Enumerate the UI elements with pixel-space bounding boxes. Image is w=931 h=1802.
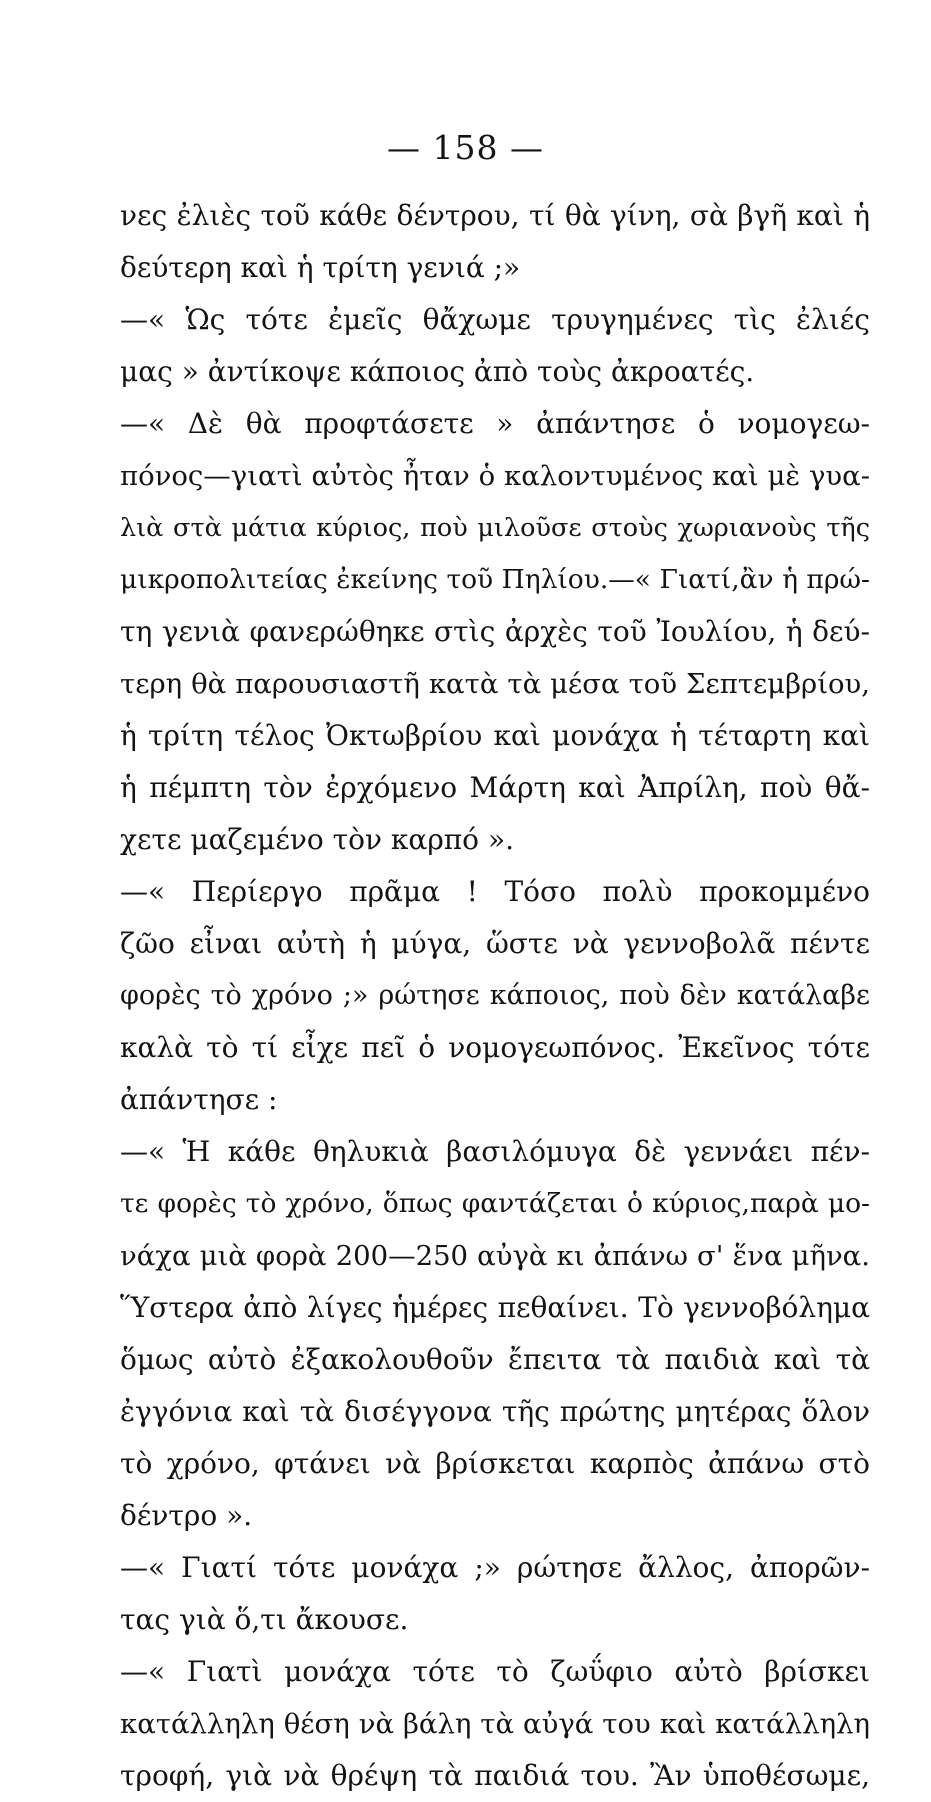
text-line: τη γενιὰ φανερώθηκε στὶς ἀρχὲς τοῦ Ἰουλίου, ἡ δεύ-	[120, 615, 870, 648]
text-line: λιὰ στὰ μάτια κύριος, ποὺ μιλοῦσε στοὺς χωριανοὺς τῆς	[120, 513, 870, 543]
text-line: τερη θὰ παρουσιαστῆ κατὰ τὰ μέσα τοῦ Σεπτεμβρίου,	[120, 668, 870, 700]
text-line: τας γιὰ ὅ,τι ἄκουσε.	[120, 1603, 409, 1636]
text-line: ἡ τρίτη τέλος Ὀκτωβρίου καὶ μονάχα ἡ τέταρτη καὶ	[120, 719, 870, 752]
text-line: —« Περίεργο πρᾶμα ! Τόσο πολὺ προκομμένο	[120, 875, 870, 908]
text-line: —« Δὲ θὰ προφτάσετε » ἀπάντησε ὁ νομογεω-	[120, 407, 870, 440]
body-text	[120, 190, 870, 1802]
text-line: χετε μαζεμένο τὸν καρπό ».	[120, 823, 514, 856]
text-line: φορὲς τὸ χρόνο ;» ρώτησε κάποιος, ποὺ δὲν κατάλαβε	[120, 980, 870, 1011]
text-line: τὸ χρόνο, φτάνει νὰ βρίσκεται καρπὸς ἀπάνω στὸ	[120, 1447, 870, 1480]
text-line: μας » ἀντίκοψε κάποιος ἀπὸ τοὺς ἀκροατές.	[120, 355, 755, 388]
text-line: —« Ἡ κάθε θηλυκιὰ βασιλόμυγα δὲ γεννάει πέν-	[120, 1135, 870, 1168]
text-line: τε φορὲς τὸ χρόνο, ὅπως φαντάζεται ὁ κύριος,παρὰ μο-	[120, 1188, 870, 1219]
text-line: τροφή, γιὰ νὰ θρέψη τὰ παιδιά του. Ἂν ὑποθέσωμε,	[120, 1759, 870, 1792]
text-line: καλὰ τὸ τί εἶχε πεῖ ὁ νομογεωπόνος. Ἐκεῖνος τότε	[120, 1031, 870, 1064]
text-line: —« Γιατὶ μονάχα τότε τὸ ζωΰφιο αὐτὸ βρίσκει	[120, 1655, 870, 1688]
text-line: ἀπάντησε :	[120, 1083, 278, 1116]
text-line: —« Γιατί τότε μονάχα ;» ρώτησε ἄλλος, ἀπορῶν-	[120, 1551, 870, 1584]
text-line: δεύτερη καὶ ἡ τρίτη γενιά ;»	[120, 251, 521, 284]
text-line: ζῶο εἶναι αὐτὴ ἡ μύγα, ὥστε νὰ γεννοβολᾶ πέντε	[120, 927, 870, 960]
text-line: ὅμως αὐτὸ ἐξακολουθοῦν ἔπειτα τὰ παιδιὰ καὶ τὰ	[120, 1343, 870, 1376]
text-line: πόνος—γιατὶ αὐτὸς ἦταν ὁ καλοντυμένος καὶ μὲ γυα-	[120, 460, 870, 492]
text-line: νες ἐλιὲς τοῦ κάθε δέντρου, τί θὰ γίνη, σὰ βγῆ καὶ ἡ	[120, 199, 870, 232]
text-line: —« Ὡς τότε ἐμεῖς θἄχωμε τρυγημένες τὶς ἐλιές	[120, 303, 870, 336]
text-line: νάχα μιὰ φορὰ 200—250 αὐγὰ κι ἀπάνω σ' ἕνα μῆνα.	[120, 1240, 870, 1272]
page-number: — 158 —	[387, 128, 544, 167]
text-line: ἡ πέμπτη τὸν ἐρχόμενο Μάρτη καὶ Ἀπρίλη, ποὺ θἄ-	[120, 771, 870, 804]
text-line: δέντρο ».	[120, 1499, 253, 1532]
text-line: Ὕστερα ἀπὸ λίγες ἡμέρες πεθαίνει. Τὸ γεννοβόλημα	[120, 1291, 870, 1324]
text-line: κατάλληλη θέση νὰ βάλη τὰ αὐγά του καὶ κατάλληλη	[120, 1708, 870, 1740]
text-line: ἐγγόνια καὶ τὰ δισέγγονα τῆς πρώτης μητέρας ὅλον	[120, 1395, 870, 1428]
text-line: μικροπολιτείας ἐκείνης τοῦ Πηλίου.—« Γιατί,ἂν ἡ πρώ-	[120, 564, 870, 595]
